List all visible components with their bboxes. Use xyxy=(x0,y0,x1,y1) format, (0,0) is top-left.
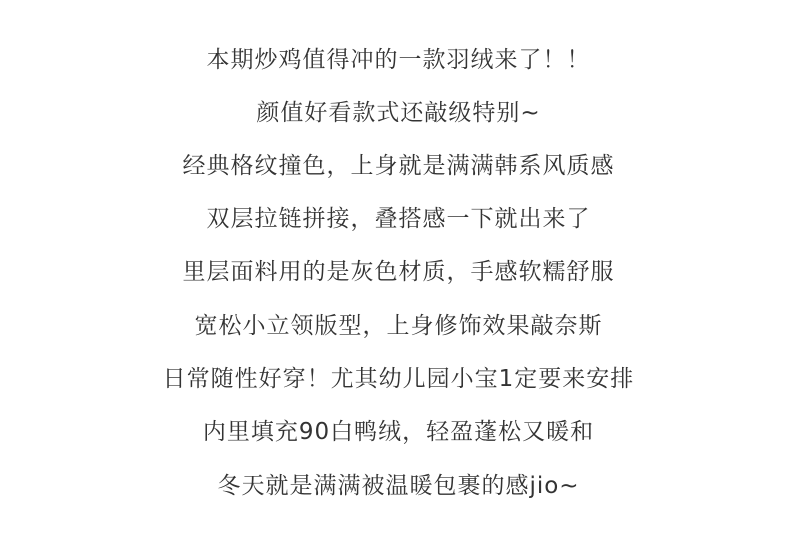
description-line-3: 经典格纹撞色，上身就是满满韩系风质感 xyxy=(182,153,615,179)
description-line-8: 内里填充90白鸭绒，轻盈蓬松又暖和 xyxy=(202,419,595,445)
description-line-5: 里层面料用的是灰色材质，手感软糯舒服 xyxy=(182,259,615,285)
description-line-9: 冬天就是满满被温暖包裹的感jio~ xyxy=(217,473,580,499)
description-line-4: 双层拉链拼接，叠搭感一下就出来了 xyxy=(206,206,591,232)
description-line-2: 颜值好看款式还敲级特别~ xyxy=(256,100,541,126)
description-line-1: 本期炒鸡值得冲的一款羽绒来了！！ xyxy=(206,47,591,73)
description-line-7: 日常随性好穿！尤其幼儿园小宝1定要来安排 xyxy=(162,366,635,392)
description-line-6: 宽松小立领版型，上身修饰效果敲奈斯 xyxy=(194,313,603,339)
